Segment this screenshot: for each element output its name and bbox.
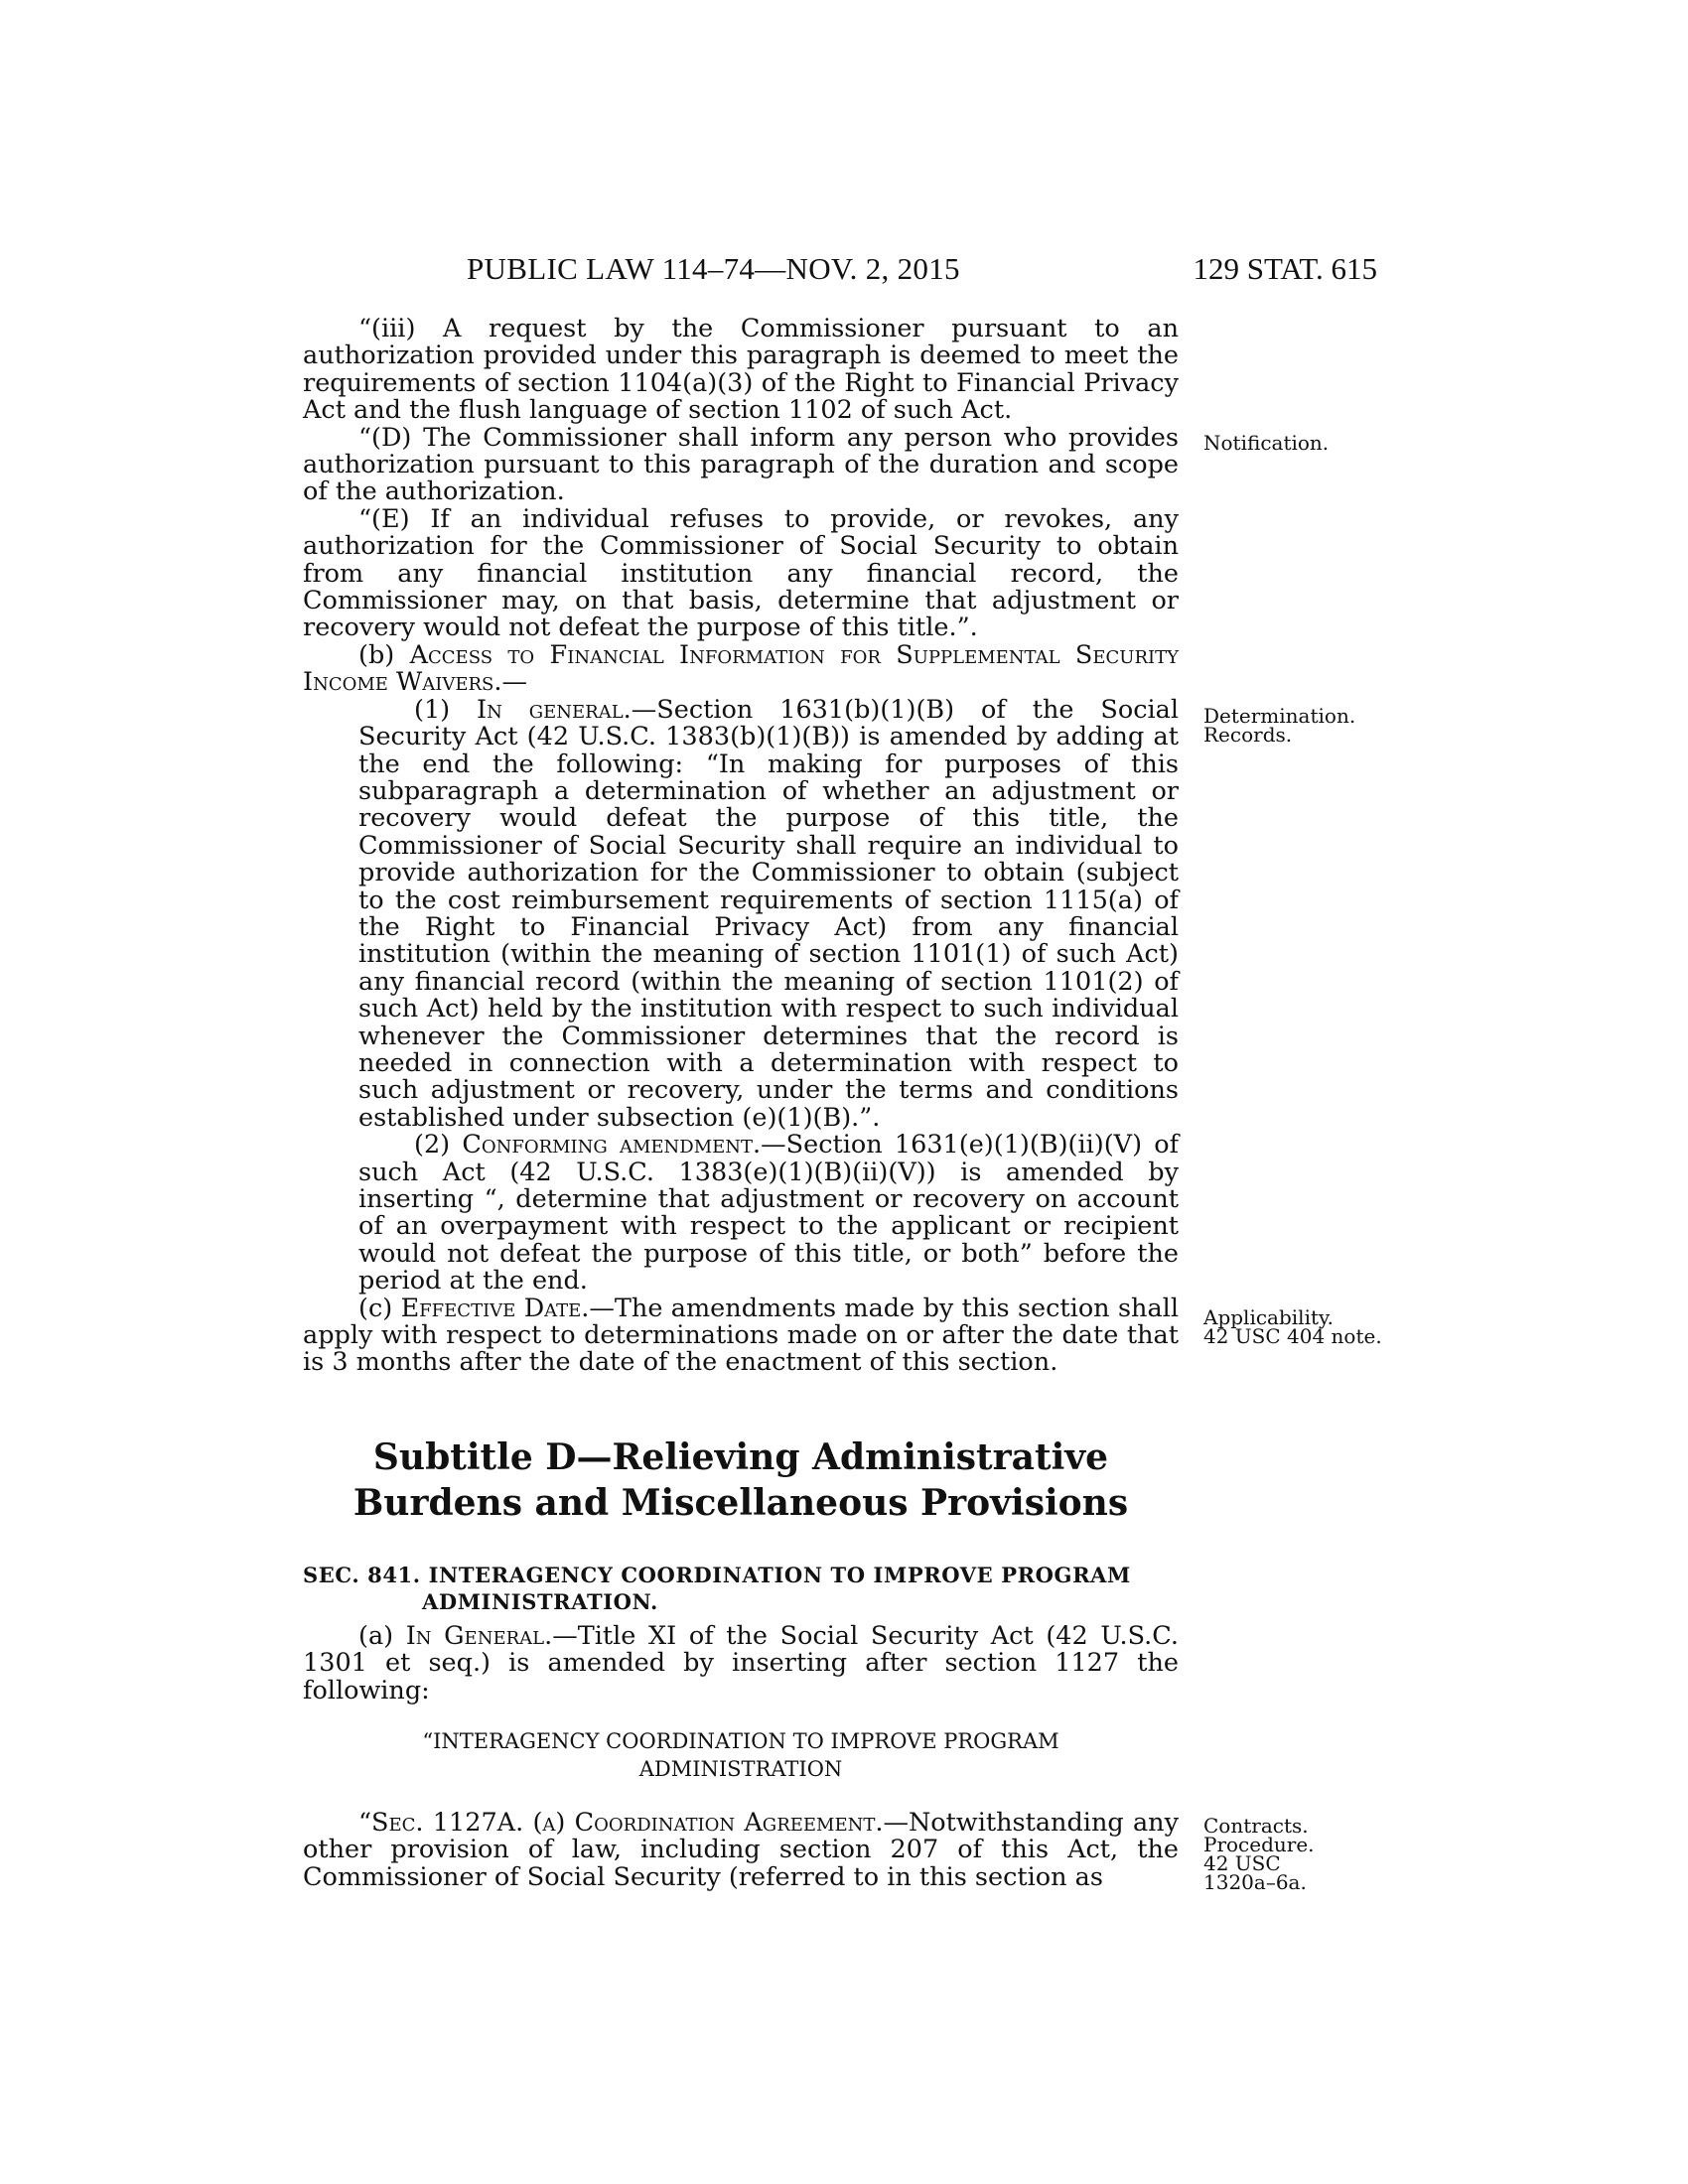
paragraph-a-text: —Title XI of the Social Security Act (42 U.S.C. 1301 et seq.) is amended by inserting after section 1127 the following:: [303, 1621, 1179, 1706]
margin-note-applicability-line: Applicability.: [1203, 1305, 1334, 1329]
margin-note-usc-404: 42 USC 404 note.: [1203, 1324, 1382, 1348]
paragraph-2-lead: (2): [414, 1130, 463, 1160]
paragraph-2-heading: Conforming amendment.: [462, 1130, 762, 1160]
margin-note-contracts-line: Contracts.: [1203, 1814, 1309, 1838]
inserted-heading-line-2: ADMINISTRATION: [638, 1757, 843, 1781]
paragraph-a-heading: In General.: [405, 1621, 553, 1651]
margin-note-determination-line: Determination.: [1203, 704, 1356, 728]
paragraph-a-lead: (a): [358, 1621, 406, 1651]
margin-note-usc-42: 42 USC: [1203, 1851, 1281, 1875]
paragraph-2: [358, 1132, 1179, 1295]
section-heading-line-2: ADMINISTRATION.: [422, 1589, 658, 1614]
section-heading-line-1: SEC. 841. INTERAGENCY COORDINATION TO IMPROVE PROGRAM: [303, 1563, 1131, 1587]
margin-note-applicability: [1203, 1305, 1382, 1348]
paragraph-1-lead: (1): [414, 694, 478, 725]
paragraph-c-text: —The amendments made by this section shall apply with respect to determinations made on or after the date that is 3 months after the date of the enactment of this section.: [303, 1293, 1179, 1378]
paragraph-sec-lead: “Sec. 1127A. (a): [358, 1808, 575, 1838]
inserted-section-heading: [303, 1727, 1179, 1783]
margin-note-determination: [1203, 704, 1356, 747]
margin-note-records-line: Records.: [1203, 723, 1293, 747]
paragraph-c: [303, 1293, 1179, 1378]
paragraph-c-heading: Effective Date.: [400, 1293, 590, 1323]
paragraph-b-tail: —: [501, 667, 527, 698]
header-title: PUBLIC LAW 114–74—NOV. 2, 2015: [467, 251, 960, 286]
paragraph-a: [303, 1623, 1179, 1705]
paragraph-1-text: —Section 1631(b)(1)(B) of the Social Security Act (42 U.S.C. 1383(b)(1)(B)) is amended by adding at the end the following: “In making for purposes of this subparagraph a determination of whether an adjustment or recovery would defeat the purpose of this title, the Commissioner of Social Security shall require an individual to provide authorization for the Commissioner to obtain (subject to the cost reimbursement requirements of section 1115(a) of the Right to Financial Privacy Act) from any financial institution (within the meaning of section 1101(1) of such Act) any financial record (within the meaning of section 1101(2) of such Act) held by the institution with respect to such individual whenever the Commissioner determines that the record is needed in connection with a determination with respect to such adjustment or recovery, under the terms and conditions established under subsection (e)(1)(B).”.: [358, 694, 1179, 1133]
paragraph-b-heading: Access to Financial Information for Supplemental Security Income Waivers.: [303, 639, 1179, 698]
paragraph-1-heading: In general.: [477, 694, 632, 725]
subtitle-line-1: Subtitle D—Relieving Administrative: [372, 1436, 1109, 1478]
paragraph-D: “(D) The Commissioner shall inform any person who provides authorization pursuant to this paragraph of the duration and scope of the authorization.: [303, 422, 1179, 507]
section-heading: [303, 1562, 1179, 1615]
subtitle-heading: [303, 1434, 1179, 1526]
main-text-block: [303, 316, 1179, 1377]
paragraph-b: [303, 639, 1179, 698]
paragraph-sec-text: —Notwithstanding any other provision of law, including section 207 of this Act, the Commissioner of Social Security (referred to in this section as: [303, 1808, 1179, 1892]
margin-note-notification: Notification.: [1203, 431, 1330, 455]
subtitle-line-2: Burdens and Miscellaneous Provisions: [352, 1482, 1129, 1524]
paragraph-1: [358, 694, 1179, 1133]
page-number: 129 STAT. 615: [1193, 251, 1377, 286]
margin-note-usc-1320: 1320a–6a.: [1203, 1870, 1307, 1894]
paragraph-E: “(E) If an individual refuses to provide, or revokes, any authorization for the Commissioner of Social Security to obtain from any financial institution any financial record, the Commissioner may, on that basis, determine that adjustment or recovery would not defeat the purpose of this title.”.: [303, 503, 1179, 643]
paragraph-sec-1127a: [303, 1810, 1179, 1891]
section-1127a-block: [303, 1810, 1179, 1891]
paragraph-b-lead: (b): [358, 639, 410, 670]
section-a-block: [303, 1623, 1179, 1705]
inserted-heading-line-1: “INTERAGENCY COORDINATION TO IMPROVE PROGRAM: [422, 1729, 1059, 1753]
margin-note-procedure-line: Procedure.: [1203, 1833, 1315, 1856]
paragraph-sec-heading: Coordination Agreement.: [574, 1808, 884, 1838]
paragraph-c-lead: (c): [358, 1293, 401, 1323]
paragraph-iii: “(iii) A request by the Commissioner pursuant to an authorization provided under this paragraph is deemed to meet the requirements of section 1104(a)(3) of the Right to Financial Privacy Act and the flush language of section 1102 of such Act.: [303, 314, 1179, 426]
margin-note-contracts: [1203, 1814, 1315, 1894]
paragraph-2-text: —Section 1631(e)(1)(B)(ii)(V) of such Act (42 U.S.C. 1383(e)(1)(B)(ii)(V)) is amended by inserting “, determine that adjustment or recovery on account of an overpayment with respect to the applicant or recipient would not defeat the purpose of this title, or both” before the period at the end.: [358, 1130, 1180, 1297]
